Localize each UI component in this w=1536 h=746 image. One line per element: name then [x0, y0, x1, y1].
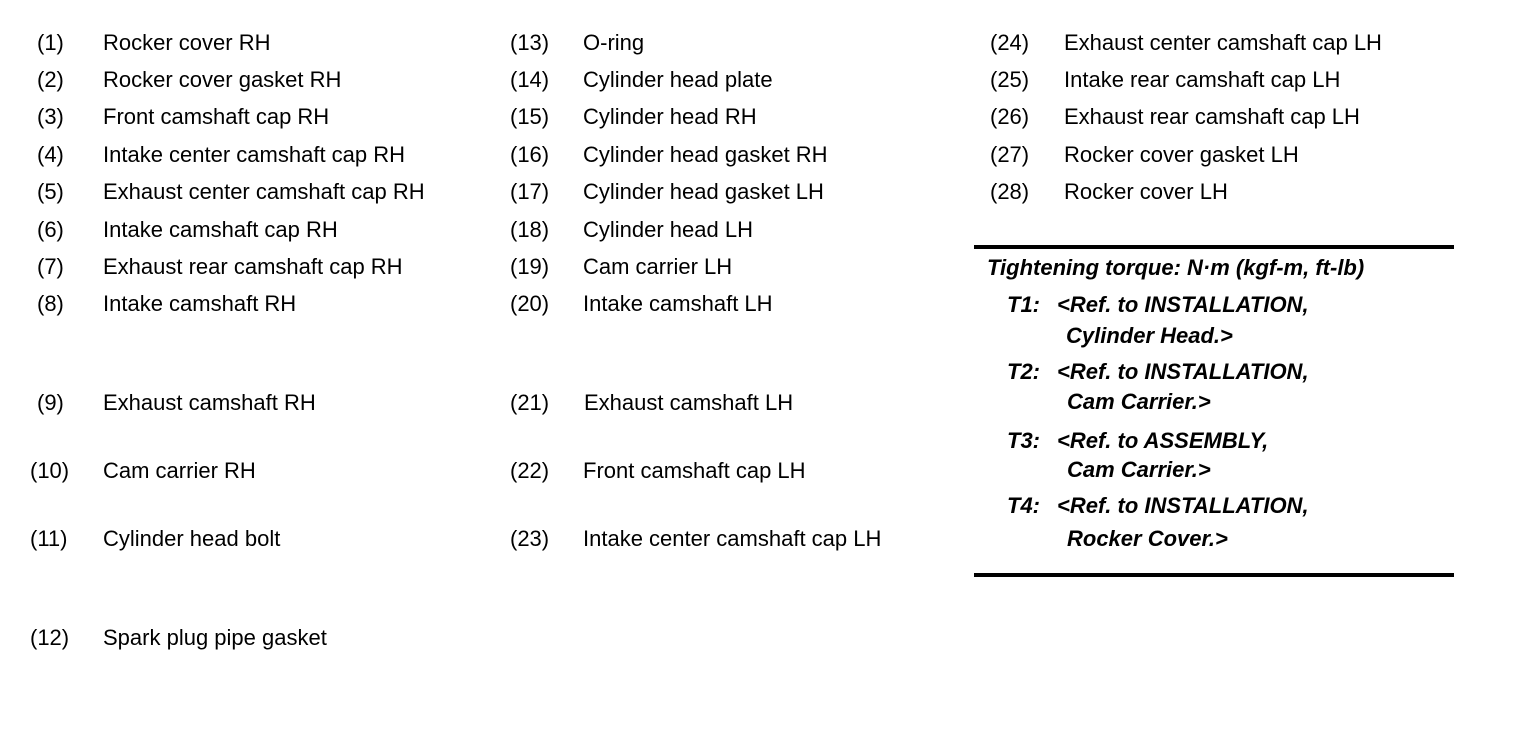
legend-number: (20) [510, 291, 550, 316]
legend-label: Cam carrier RH [103, 458, 256, 483]
legend-label: Exhaust camshaft RH [103, 390, 316, 415]
torque-ref-line2: Rocker Cover.> [1067, 526, 1228, 551]
legend-number: (27) [990, 142, 1030, 167]
legend-label: Cylinder head RH [583, 104, 757, 129]
legend-label: Exhaust rear camshaft cap LH [1064, 104, 1360, 129]
legend-label: Exhaust rear camshaft cap RH [103, 254, 403, 279]
legend-number: (7) [37, 254, 64, 279]
legend-number: (26) [990, 104, 1030, 129]
torque-code: T3: [1007, 428, 1040, 453]
torque-ref-line1: <Ref. to INSTALLATION, [1057, 493, 1309, 518]
legend-number: (18) [510, 217, 550, 242]
legend-number: (28) [990, 179, 1030, 204]
legend-label: O-ring [583, 30, 645, 55]
torque-ref-line1: <Ref. to ASSEMBLY, [1057, 428, 1269, 453]
legend-number: (8) [37, 291, 64, 316]
legend-number: (3) [37, 104, 64, 129]
legend-label: Cylinder head bolt [103, 526, 281, 551]
torque-ref-line1: <Ref. to INSTALLATION, [1057, 359, 1309, 384]
legend-label: Front camshaft cap RH [103, 104, 330, 129]
legend-number: (22) [510, 458, 550, 483]
legend-label: Cylinder head plate [583, 67, 773, 92]
legend-label: Rocker cover RH [103, 30, 271, 55]
legend-number: (16) [510, 142, 550, 167]
legend-number: (17) [510, 179, 550, 204]
legend-label: Rocker cover LH [1064, 179, 1228, 204]
torque-ref-line2: Cam Carrier.> [1067, 389, 1211, 414]
legend-label: Intake rear camshaft cap LH [1064, 67, 1341, 92]
legend-label: Intake center camshaft cap RH [103, 142, 406, 167]
torque-heading: Tightening torque: N·m (kgf-m, ft-lb) [987, 255, 1365, 280]
legend-label: Intake camshaft cap RH [103, 217, 338, 242]
legend-number: (24) [990, 30, 1030, 55]
legend-label: Intake center camshaft cap LH [583, 526, 882, 551]
legend-number: (4) [37, 142, 64, 167]
torque-ref-line2: Cam Carrier.> [1067, 457, 1211, 482]
torque-ref-line1: <Ref. to INSTALLATION, [1057, 292, 1309, 317]
legend-label: Cylinder head gasket RH [583, 142, 828, 167]
legend-label: Front camshaft cap LH [583, 458, 806, 483]
legend-label: Intake camshaft RH [103, 291, 297, 316]
legend-number: (21) [510, 390, 550, 415]
legend-number: (13) [510, 30, 550, 55]
legend-label: Rocker cover gasket RH [103, 67, 342, 92]
legend-number: (10) [30, 458, 70, 483]
legend-number: (5) [37, 179, 64, 204]
legend-label: Rocker cover gasket LH [1064, 142, 1299, 167]
legend-label: Cam carrier LH [583, 254, 733, 279]
legend-number: (15) [510, 104, 550, 129]
legend-label: Exhaust center camshaft cap RH [103, 179, 425, 204]
legend-number: (23) [510, 526, 550, 551]
torque-code: T1: [1007, 292, 1040, 317]
torque-code: T4: [1007, 493, 1040, 518]
legend-label: Intake camshaft LH [583, 291, 773, 316]
legend-number: (9) [37, 390, 64, 415]
legend-number: (12) [30, 625, 70, 650]
legend-number: (2) [37, 67, 64, 92]
legend-number: (1) [37, 30, 64, 55]
legend-number: (11) [30, 526, 68, 551]
torque-box-top-rule [974, 245, 1454, 249]
legend-number: (25) [990, 67, 1030, 92]
legend-label: Spark plug pipe gasket [103, 625, 327, 650]
legend-number: (14) [510, 67, 550, 92]
legend-label: Cylinder head LH [583, 217, 753, 242]
legend-label: Exhaust center camshaft cap LH [1064, 30, 1382, 55]
legend-label: Exhaust camshaft LH [584, 390, 794, 415]
torque-ref-line2: Cylinder Head.> [1066, 323, 1233, 348]
legend-number: (19) [510, 254, 550, 279]
torque-box-bottom-rule [974, 573, 1454, 577]
legend-label: Cylinder head gasket LH [583, 179, 824, 204]
torque-code: T2: [1007, 359, 1040, 384]
legend-number: (6) [37, 217, 64, 242]
